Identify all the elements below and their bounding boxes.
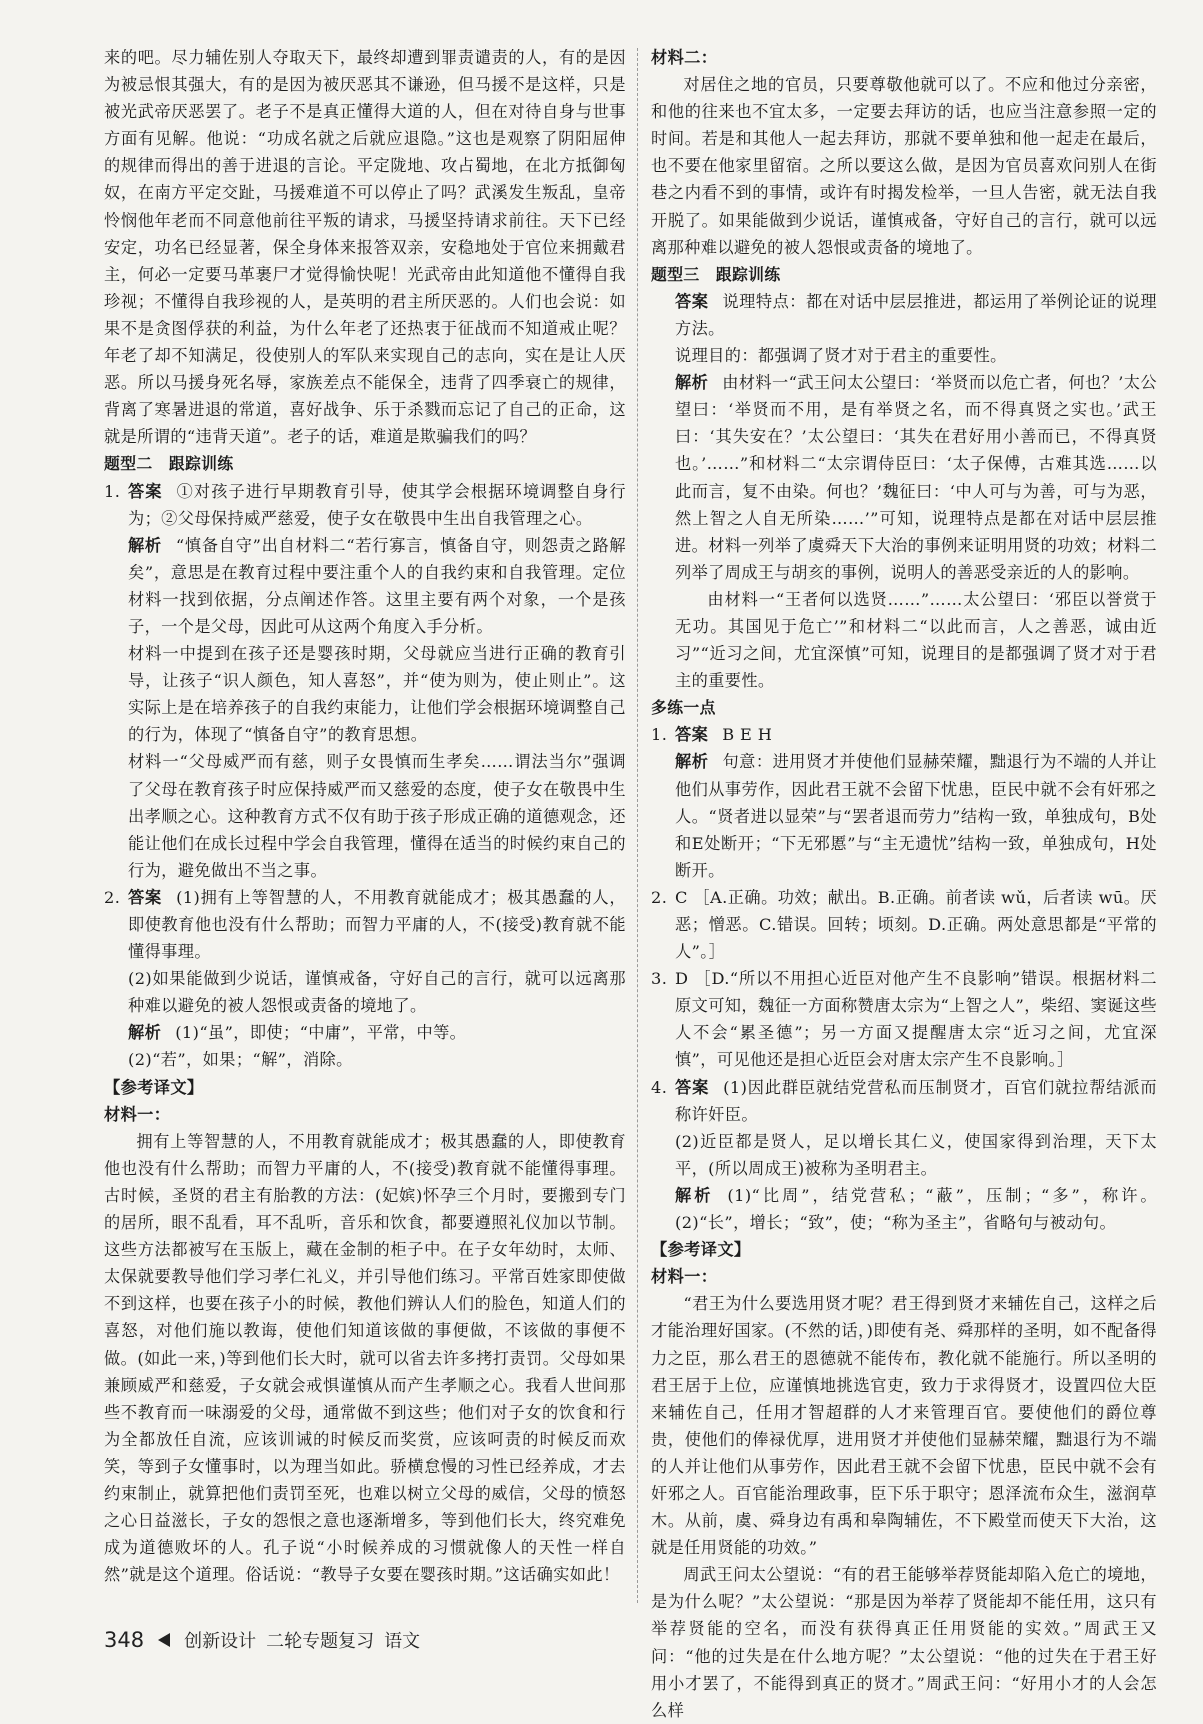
explain-text: 材料一“父母威严而有慈，则子女畏慎而生孝矣……谓法当尔”强调了父母在教育孩子时应保持威严而又慈爱的态度，使子女在敬畏中生出孝顺之心。这种教育方式不仅有助于孩子形成正确的道德观念，还能让他们在成长过程中学会自我管理，懂得在适当的时候约束自己的行为，避免做出不当之事。 (128, 752, 626, 880)
explain-tag: 解析 (675, 752, 709, 772)
reference-translation-title: 【参考译文】 (104, 1077, 204, 1097)
answer-text: (2)近臣都是贤人，足以增长其仁义，使国家得到治理，天下太平，(所以周成王)被称为圣明君主。 (675, 1131, 1157, 1178)
answer-text: D ［D.“所以不用担心近臣对他产生不良影响”错误。根据材料二原文可知，魏征一方面称赞唐太宗为“上智之人”，柴绍、窦诞这些人不会“累圣德”；另一方面又提醒唐太宗“近习之间，尤宜深慎”，可见他还是担心近臣会对唐太宗产生不良影响。］ (675, 969, 1157, 1070)
material-2-title: 材料二： (651, 48, 718, 67)
explain-text: 由材料一“武王问太公望曰：‘举贤而以危亡者，何也？’太公望曰：‘举贤而不用，是有举贤之名，而不得真贤之实也。’武王曰：‘其失安在？’太公望曰：‘其失在君好用小善而已，不得真贤也。’……”和材料二“太宗谓侍臣曰：‘太子保傅，古难其选……以此而言，复不由染。何也？’魏征曰：‘中人可与为善，可与为恶，然上智之人自无所染……’”可知，说理特点是都在对话中层层推进。材料一列举了虞舜天下大治的事例来证明用贤的功效；材料二列举了周成王与胡亥的事例，说明人的善恶受亲近的人的影响。 (675, 373, 1157, 582)
answer-tag: 答案 (675, 291, 709, 311)
explain-text: 由材料一“王者何以选贤……”……太公望曰：‘邪臣以誉赏于无功。其国见于危亡’”和材料二“以此而言，人之善恶，诚由近习”“近习之间，尤宜深慎”可知，说理目的是都强调了贤才对于君主的重要性。 (675, 589, 1157, 691)
section3-content (651, 288, 1157, 694)
intro-paragraph: 来的吧。尽力辅佐别人夺取天下，最终却遭到罪责谴责的人，有的是因为被忌恨其强大，有的是因为被厌恶其不谦逊，但马援不是这样，只是被光武帝厌恶罢了。老子不是真正懂得大道的人，但在对待自身与世事方面有见解。他说：“功成名就之后就应退隐。”这也是观察了阴阳屈伸的规律而得出的善于进退的言论。平定陇地、攻占蜀地，在北方抵御匈奴，在南方平定交趾，马援难道不可以停止了吗？武溪发生叛乱，皇帝怜悯他年老而不同意他前往平叛的请求，马援坚持请求前往。天下已经安定，功名已经显著，保全身体来报答双亲，安稳地处于官位来拥戴君主，何必一定要马革裹尸才觉得愉快呢！光武帝由此知道他不懂得自我珍视；不懂得自我珍视的人，是英明的君主所厌恶的。人们也会说：如果不是贪图俘获的利益，为什么年老了还热衷于征战而不知道戒止呢？年老了却不知满足，役使别人的军队来实现自己的志向，实在是让人厌恶。所以马援身死名辱，家族差点不能保全，违背了四季衰亡的规律，背离了寒暑进退的常道，喜好战争、乐于杀戮而忘记了自己的正命，这就是所谓的“违背天道”。老子的话，难道是欺骗我们的吗？ (104, 48, 626, 447)
series-name: 二轮专题复习 (266, 1631, 375, 1652)
question-number: 3. (651, 969, 668, 989)
material-2-paragraph: 对居住之地的官员，只要尊敬他就可以了。不应和他过分亲密，和他的往来也不宜太多，一定要去拜访的话，也应当注意参照一定的时间。若是和其他人一起去拜访，那就不要单独和他一起走在最后，也不要在他家里留宿。之所以要这么做，是因为官员喜欢问别人在街巷之内看不到的事情，或许有时揭发检举，一旦人告密，就无法自我开脱了。如果能做到少说话，谨慎戒备，守好自己的言行，就可以远离那种难以避免的被人怨恨或责备的境地了。 (651, 75, 1157, 257)
more-question-3 (651, 965, 1157, 1073)
book-title: 创新设计 (184, 1631, 257, 1652)
question-number: 4. (651, 1077, 668, 1097)
answer-text: (1)因此群臣就结党营私而压制贤才，百官们就拉帮结派而称许奸臣。 (675, 1077, 1157, 1124)
material-1-paragraph: “君王为什么要选用贤才呢？君王得到贤才来辅佐自己，这样之后才能治理好国家。(不然的话，)即使有尧、舜那样的圣明，如不配备得力之臣，那么君王的恩德就不能传布，教化就不能施行。所以圣明的君王居于上位，应谨慎地挑选官吏，致力于求得贤才，设置四位大臣来辅佐自己，任用才智超群的人才来管理百官。要使他们的爵位尊贵，使他们的俸禄优厚，进用贤才并使他们显赫荣耀，黜退行为不端的人并让他们从事劳作，因此君王就不会留下忧患，臣民中就不会有奸邪之人。百官能治理政事，臣下乐于职守；恩泽流布众生，滋润草木。从前，虞、舜身边有禹和皋陶辅佐，不下殿堂而使天下大治，这就是任用贤能的功效。” (651, 1294, 1157, 1558)
question-number: 2. (651, 887, 668, 907)
question-number: 1. (651, 725, 668, 745)
answer-tag: 答案 (128, 481, 163, 501)
answer-text: 说理特点：都在对话中层层推进，都运用了举例论证的说理方法。 (675, 291, 1157, 338)
material-1-title: 材料一： (104, 1104, 171, 1124)
section2-title: 题型二 跟踪训练 (104, 454, 234, 474)
section3-title: 题型三 跟踪训练 (651, 264, 781, 284)
arrow-left-icon (158, 1633, 170, 1647)
answer-tag: 答案 (675, 1077, 710, 1097)
page-footer (104, 1625, 420, 1655)
more-question-4 (651, 1074, 1157, 1237)
material-1-paragraph: 周武王问太公望说：“有的君王能够举荐贤能却陷入危亡的境地，是为什么呢？”太公望说：“那是因为举荐了贤能却不能任用，这只有举荐贤能的空名，而没有获得真正任用贤能的实效。”周武王又问：“他的过失是在什么地方呢？”太公望说：“他的过失在于君王好用小才罢了，不能得到真正的贤才。”周武王问：“好用小才的人会怎么样 (651, 1565, 1157, 1720)
answer-text: B E H (722, 725, 773, 745)
explain-text: (2)“若”，如果；“解”，消除。 (128, 1050, 353, 1070)
question-1 (104, 478, 626, 884)
answer-tag: 答案 (128, 887, 163, 907)
answer-text: (1)拥有上等智慧的人，不用教育就能成才；极其愚蠢的人，即使教育他也没有什么帮助；而智力平庸的人，不(接受)教育就不能懂得事理。 (128, 887, 626, 962)
explain-text: “慎备自守”出自材料二“若行寡言，慎备自守，则怨责之路解矣”，意思是在教育过程中要注重个人的自我约束和自我管理。定位材料一找到依据，分点阐述作答。这里主要有两个对象，一个是孩子，一个是父母，因此可从这两个角度入手分析。 (128, 535, 626, 636)
subject-name: 语文 (384, 1631, 421, 1652)
question-number: 1. (104, 481, 121, 501)
explain-tag: 解析 (128, 1023, 162, 1043)
explain-text: (1)“比周”，结党营私；“蔽”，压制；“多”，称许。(2)“长”，增长；“致”，使；“称为圣主”，省略句与被动句。 (675, 1185, 1157, 1233)
right-column (651, 44, 1157, 1724)
explain-tag: 解析 (675, 1185, 714, 1205)
left-column (104, 44, 626, 1588)
more-question-2 (651, 884, 1157, 965)
question-number: 2. (104, 887, 121, 907)
explain-text: 材料一中提到在孩子还是婴孩时期，父母就应当进行正确的教育引导，让孩子“识人颜色，知人喜怒”，并“使为则为，使止则止”。这实际上是在培养孩子的自我约束能力，让他们学会根据环境调整自己的行为，体现了“慎备自守”的教育思想。 (128, 644, 626, 745)
explain-text: 句意：进用贤才并使他们显赫荣耀，黜退行为不端的人并让他们从事劳作，因此君王就不会留下忧患，臣民中就不会有奸邪之人。“贤者进以显荣”与“罢者退而劳力”结构一致，单独成句，B处和E处断开；“下无邪慝”与“主无遗忧”结构一致，单独成句，H处断开。 (675, 752, 1157, 880)
column-divider (637, 48, 638, 1603)
question-2 (104, 884, 626, 1074)
answer-text: ①对孩子进行早期教育引导，使其学会根据环境调整自身行为；②父母保持威严慈爱，使子女在敬畏中生出自我管理之心。 (128, 481, 626, 528)
answer-text: (2)如果能做到少说话，谨慎戒备，守好自己的言行，就可以远离那种难以避免的被人怨恨或责备的境地了。 (128, 969, 626, 1016)
reference-translation-title: 【参考译文】 (651, 1240, 751, 1260)
material-1-paragraph: 拥有上等智慧的人，不用教育就能成才；极其愚蠢的人，即使教育他也没有什么帮助；而智力平庸的人，不(接受)教育就不能懂得事理。古时候，圣贤的君主有胎教的方法：(妃嫔)怀孕三个月时，要搬到专门的居所，眼不乱看，耳不乱听，音乐和饮食，都要遵照礼仪加以节制。这些方法都被写在玉版上，藏在金制的柜子中。在子女年幼时，太师、太保就要教导他们学习孝仁礼义，并引导他们练习。平常百姓家即使做不到这样，也要在孩子小的时候，教他们辨认人们的脸色，知道人们的喜怒，对他们施以教诲，使他们知道该做的事便做，不该做的事便不做。(如此一来，)等到他们长大时，就可以省去许多拷打责罚。父母如果兼顾威严和慈爱，子女就会戒惧谨慎从而产生孝顺之心。我看人世间那些不教育而一味溺爱的父母，通常做不到这些；他们对子女的饮食和行为全都放任自流，应该训诫的时候反而奖赏，应该呵责的时候反而欢笑，等到子女懂事时，以为理当如此。骄横怠慢的习性已经养成，才去约束制止，就算把他们责罚至死，也难以树立父母的威信，父母的愤怒之心日益滋长，子女的怨恨之意也逐渐增多，等到他们长大，终究难免成为道德败坏的人。孔子说“小时候养成的习惯就像人的天性一样自然”就是这个道理。俗话说：“教导子女要在婴孩时期。”这话确实如此！ (104, 1131, 626, 1585)
answer-text: 说理目的：都强调了贤才对于君主的重要性。 (675, 346, 1007, 366)
page-number: 348 (104, 1628, 145, 1652)
more-practice-title: 多练一点 (651, 698, 716, 718)
explain-text: (1)“虽”，即使；“中庸”，平常，中等。 (175, 1023, 467, 1043)
material-1-title: 材料一： (651, 1267, 718, 1287)
explain-tag: 解析 (128, 535, 162, 555)
explain-tag: 解析 (675, 373, 709, 393)
answer-tag: 答案 (675, 725, 709, 745)
answer-text: C ［A.正确。功效；献出。B.正确。前者读 wǔ，后者读 wū。厌恶；憎恶。C.错误。回转；顷刻。D.正确。两处意思都是“平常的人”。］ (675, 887, 1157, 962)
more-question-1 (651, 721, 1157, 884)
